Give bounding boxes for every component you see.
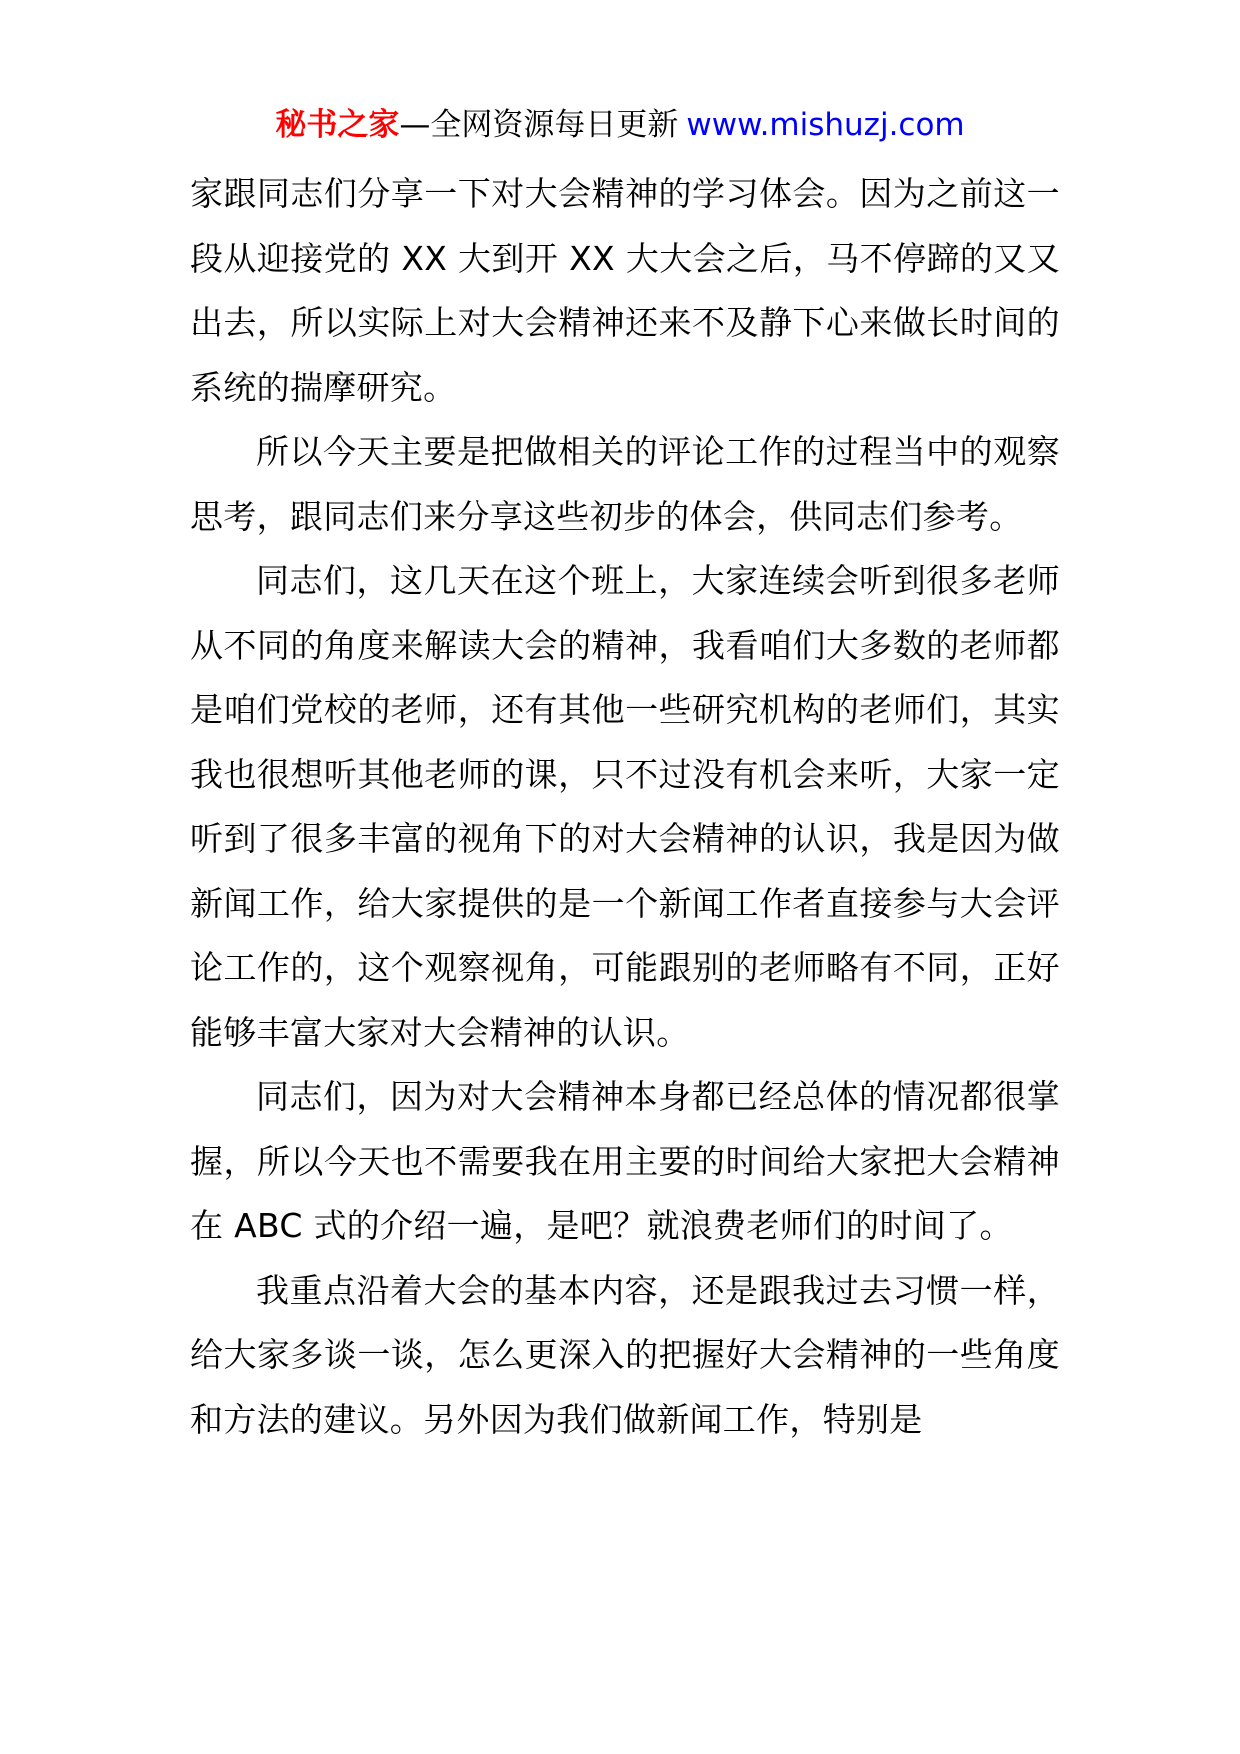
paragraph: 我重点沿着大会的基本内容，还是跟我过去习惯一样，给大家多谈一谈，怎么更深入的把握好大会精神的一些角度和方法的建议。另外因为我们做新闻工作，特别是 (190, 1270, 1060, 1439)
paragraph-continuation: 家跟同志们分享一下对大会精神的学习体会。因为之前这一段从迎接党的 XX 大到开 XX 大大会之后，马不停蹄的又又出去，所以实际上对大会精神还来不及静下心来做长时间的系统的揣摩研究。 (190, 174, 1060, 407)
page-header (0, 100, 1240, 150)
document-body (190, 162, 1060, 1452)
brand-name: 秘书之家 (275, 107, 400, 143)
paragraph: 同志们，因为对大会精神本身都已经总体的情况都很掌握，所以今天也不需要我在用主要的时间给大家把大会精神在 ABC 式的介绍一遍，是吧？就浪费老师们的时间了。 (190, 1077, 1060, 1245)
paragraph: 同志们，这几天在这个班上，大家连续会听到很多老师从不同的角度来解读大会的精神，我看咱们大多数的老师都是咱们党校的老师，还有其他一些研究机构的老师们，其实我也很想听其他老师的课，只不过没有机会来听，大家一定听到了很多丰富的视角下的对大会精神的认识，我是因为做新闻工作，给大家提供的是一个新闻工作者直接参与大会评论工作的，这个观察视角，可能跟别的老师略有不同，正好能够丰富大家对大会精神的认识。 (190, 561, 1060, 1052)
header-url-link[interactable]: www.mishuzj.com (686, 107, 965, 143)
header-slogan: —全网资源每日更新 (399, 107, 679, 143)
paragraph: 所以今天主要是把做相关的评论工作的过程当中的观察思考，跟同志们来分享这些初步的体会，供同志们参考。 (190, 432, 1060, 536)
